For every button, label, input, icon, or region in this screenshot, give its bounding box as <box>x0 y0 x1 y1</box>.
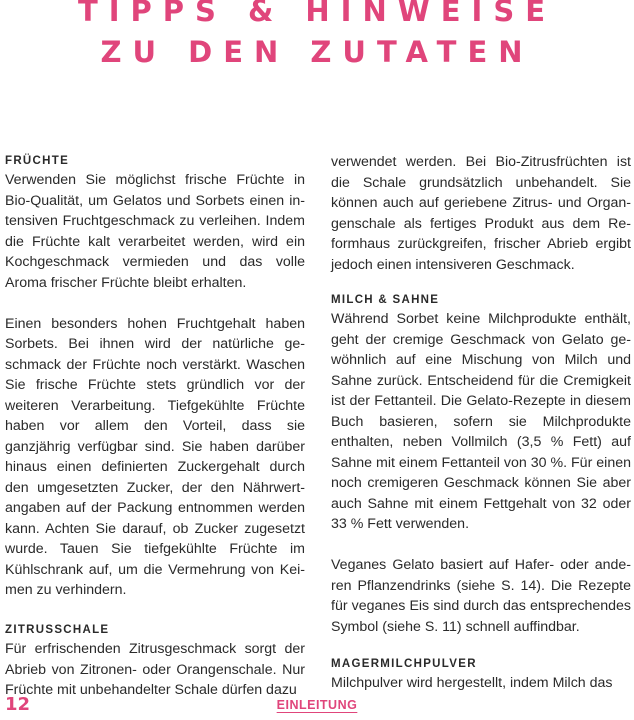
section-heading-fruechte: FRÜCHTE <box>5 155 70 167</box>
paragraph-fruechte-1: Verwenden Sie möglichst frische Früchte in Bio-Qualität, um Gelatos und Sorbets einen intensiven Fruchtgeschmack zu verleihen. Indem die Früchte kalt verarbeitet werden, wird ein Kochgeschmack vermieden und das volle Aroma frischer Früchte bleibt erhalten. <box>5 172 305 291</box>
page-title-line-2: ZU DEN ZUTATEN <box>100 35 534 69</box>
page-title-line-1: TIPPS & HINWEISE <box>77 0 557 28</box>
section-heading-zitrusschale: ZITRUSSCHALE <box>5 624 110 636</box>
section-heading-magermilchpulver: MAGERMILCHPULVER <box>331 658 477 670</box>
right-column <box>331 152 631 694</box>
paragraph-zitrusschale-1: Für erfrischenden Zitrusgeschmack sorgt der Abrieb von Zitronen- oder Orangenschale. Nur Früchte mit unbehandelter Schale dürfen dazu <box>5 641 305 698</box>
left-column <box>5 152 305 701</box>
page-number: 12 <box>5 694 31 715</box>
paragraph-zitrusschale-continued: verwendet werden. Bei Bio-Zitrusfrüchten ist die Schale grundsätzlich unbehandelt. Sie können auch auf geriebene Zitrus- und Organgenschale als fertiges Produkt aus dem Reformhaus zurückgreifen, frischer Abrieb ergibt jedoch einen intensiveren Geschmack. <box>331 154 631 273</box>
paragraph-magermilchpulver-1: Milchpulver wird hergestellt, indem Milch das <box>331 675 613 691</box>
footer-section-label: EINLEITUNG <box>276 698 358 712</box>
paragraph-milch-sahne-2: Veganes Gelato basiert auf Hafer- oder anderen Pflanzendrinks (siehe S. 14). Die Rezepte für veganes Eis sind durch das entsprechendes Symbol (siehe S. 11) schnell auffindbar. <box>331 557 631 635</box>
section-heading-milch-sahne: MILCH & SAHNE <box>331 294 440 306</box>
paragraph-milch-sahne-1: Während Sorbet keine Milchprodukte enthält, geht der cremige Geschmack von Gelato gewöhnlich auf eine Mischung von Milch und Sahne zurück. Entscheidend für die Cremigkeit ist der Fettanteil. Die Gelato-Rezepte in diesem Buch basieren, sofern sie Milchprodukte enthalten, neben Vollmilch (3,5 % Fett) auf Sahne mit einem Fettanteil von 30 %. Für einen noch cremigeren Geschmack können Sie aber auch Sahne mit einem Fettgehalt von 32 oder 33 % Fett verwenden. <box>331 311 631 532</box>
paragraph-fruechte-2: Einen besonders hohen Fruchtgehalt haben Sorbets. Bei ihnen wird der natürliche geschmack der Früchte noch verstärkt. Waschen Sie frische Früchte stets gründlich vor der weiteren Verarbeitung. Tiefgekühlte Früchte haben vor allem den Vorteil, dass sie ganzjährig verfügbar sind. Sie haben darüber hinaus einen definierten Zuckergehalt durch den umgesetzten Zucker, der den Nährwertangaben auf der Packung entnommen werden kann. Achten Sie darauf, ob Zucker zugesetzt wurde. Tauen Sie tiefgekühlte Früchte im Kühlschrank auf, um die Vermehrung von Keimen zu verhindern. <box>5 315 305 598</box>
